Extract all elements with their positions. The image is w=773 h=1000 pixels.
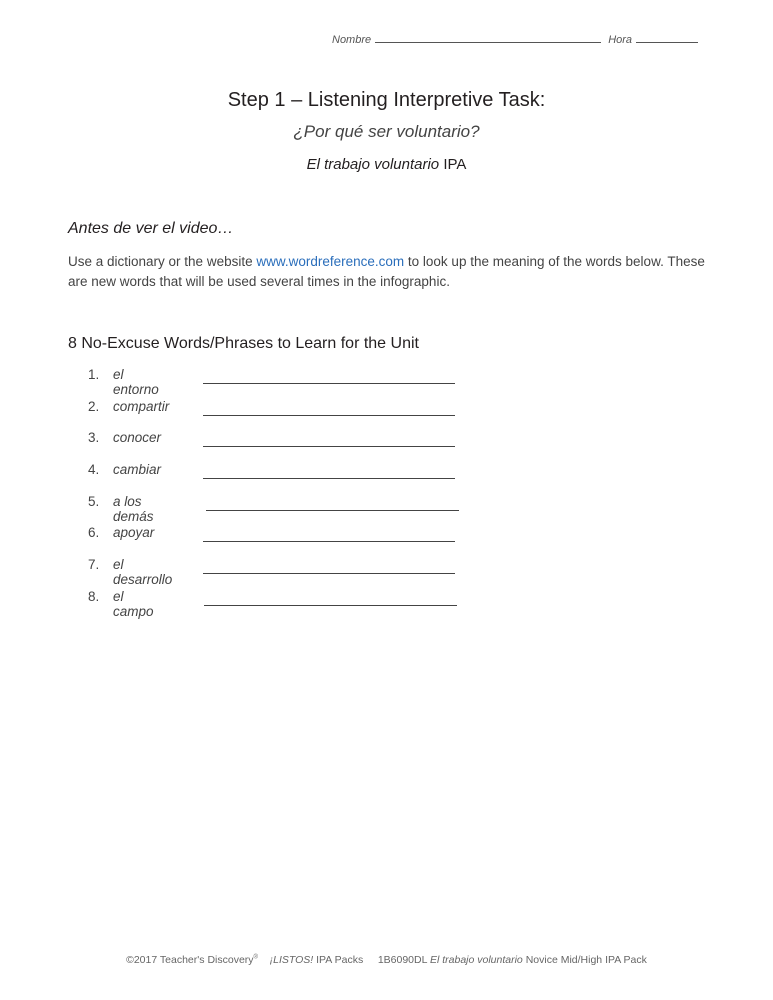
item-number: 8. <box>88 588 100 604</box>
period-label: Hora <box>608 34 633 46</box>
name-blank[interactable] <box>375 31 601 43</box>
name-period-line <box>332 31 702 46</box>
answer-line[interactable] <box>203 446 455 447</box>
item-number: 7. <box>88 557 100 573</box>
ipa-title-suffix: IPA <box>443 156 467 173</box>
instructions-text-after: to look up the meaning of the words below. These are new words that will be used several times in the infographic. <box>68 254 705 289</box>
ipa-title <box>0 156 773 173</box>
footer-pack-suffix: Novice Mid/High IPA Pack <box>525 954 647 966</box>
wordreference-link[interactable]: www.wordreference.com <box>256 254 405 269</box>
answer-line[interactable] <box>203 415 455 416</box>
page-title: Step 1 – Listening Interpretive Task: <box>227 89 546 111</box>
vocab-word: el desarrollo <box>113 557 173 588</box>
page-subtitle: ¿Por qué ser voluntario? <box>293 122 480 141</box>
answer-line[interactable] <box>203 478 455 479</box>
footer-code: 1B6090DL <box>377 954 428 966</box>
item-number: 1. <box>88 367 100 382</box>
item-number: 6. <box>88 525 100 541</box>
vocab-word: compartir <box>113 398 170 414</box>
answer-line[interactable] <box>203 383 455 384</box>
page-footer <box>0 954 773 966</box>
vocab-word: a los demás <box>113 493 154 524</box>
instructions-text-before: Use a dictionary or the website <box>68 254 257 269</box>
vocab-word: el campo <box>113 588 154 619</box>
item-number: 2. <box>88 398 100 414</box>
instructions-paragraph <box>68 252 708 292</box>
period-blank[interactable] <box>636 31 698 43</box>
item-number: 3. <box>88 430 100 446</box>
ipa-title-italic: El trabajo voluntario <box>306 156 440 173</box>
answer-line[interactable] <box>204 605 457 606</box>
item-number: 5. <box>88 493 100 509</box>
item-number: 4. <box>88 462 100 478</box>
vocab-word: el entorno <box>113 367 159 397</box>
antes-heading: Antes de ver el video… <box>68 220 234 237</box>
footer-copyright: ©2017 Teacher's Discovery <box>126 954 254 966</box>
answer-line[interactable] <box>203 541 455 542</box>
registered-mark: ® <box>253 954 258 961</box>
answer-line[interactable] <box>203 573 455 574</box>
vocab-heading: 8 No-Excuse Words/Phrases to Learn for the Unit <box>68 335 419 352</box>
vocab-word: conocer <box>113 430 162 446</box>
name-label: Nombre <box>332 34 372 46</box>
vocab-word: apoyar <box>113 525 155 541</box>
vocab-word: cambiar <box>113 462 162 478</box>
answer-line[interactable] <box>206 510 459 511</box>
footer-series-suffix: IPA Packs <box>316 954 364 966</box>
footer-series: ¡LISTOS! <box>269 954 314 966</box>
footer-pack-title: El trabajo voluntario <box>429 954 523 966</box>
